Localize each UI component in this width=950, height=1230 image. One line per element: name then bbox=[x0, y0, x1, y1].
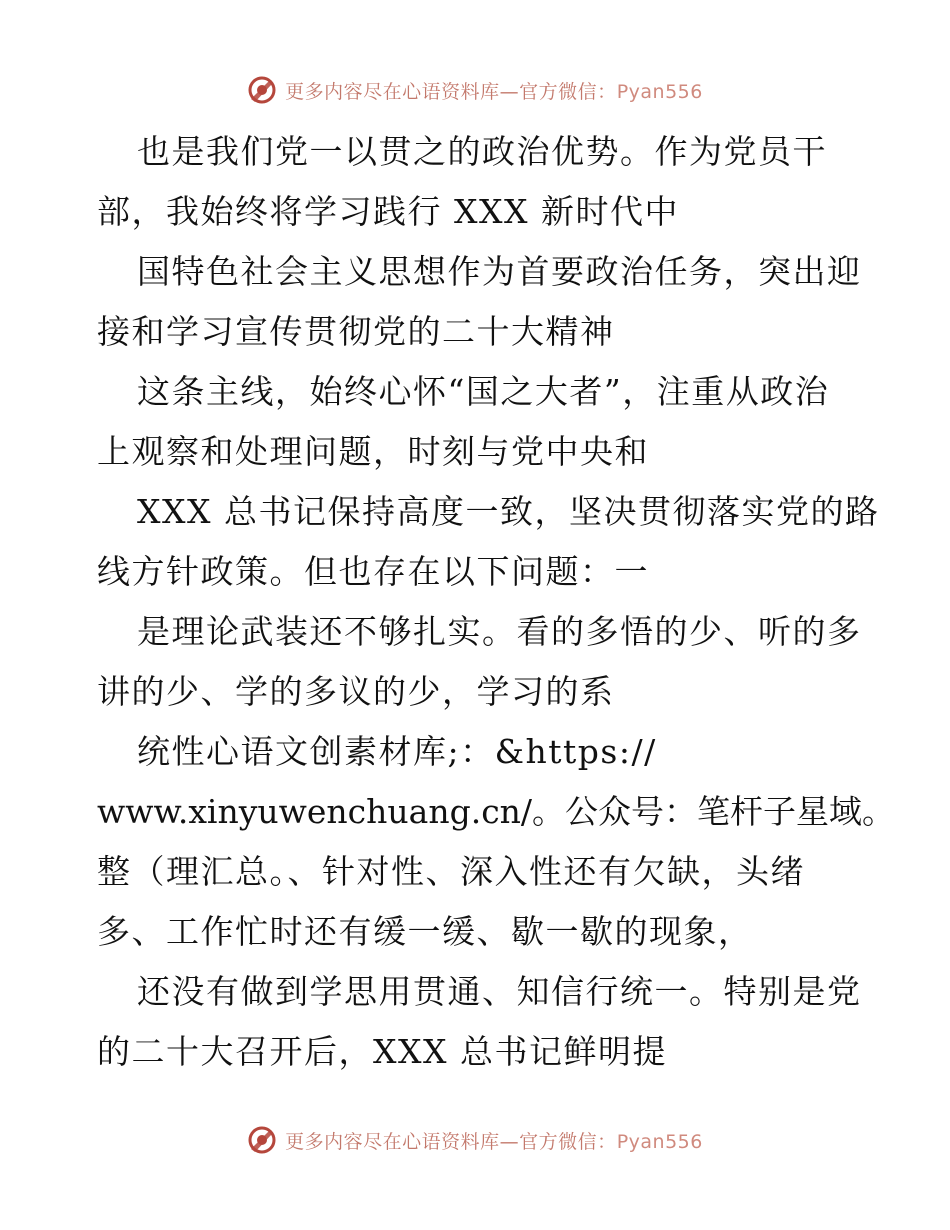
body-line: 接和学习宣传贯彻党的二十大精神 bbox=[97, 312, 615, 351]
body-line: 讲的少、学的多议的少，学习的系 bbox=[97, 672, 615, 711]
body-line: 国特色社会主义思想作为首要政治任务，突出迎 bbox=[137, 252, 862, 291]
body-line: 多、工作忙时还有缓一缓、歇一歇的现象， bbox=[97, 912, 753, 951]
footer-banner bbox=[0, 1120, 950, 1160]
header-banner-wechat-label: 官方微信： bbox=[519, 80, 617, 103]
header-banner-text bbox=[285, 77, 703, 104]
header-banner-lead: 更多内容尽在心语资料库 bbox=[285, 80, 500, 103]
body-line: 线方针政策。但也存在以下问题：一 bbox=[97, 552, 649, 591]
body-line: 上观察和处理问题，时刻与党中央和 bbox=[97, 432, 649, 471]
brand-logo-icon bbox=[247, 1125, 277, 1155]
brand-logo-icon bbox=[247, 75, 277, 105]
body-line: 的二十大召开后，XXX 总书记鲜明提 bbox=[97, 1032, 667, 1071]
body-line: www.xinyuwenchuang.cn/。公众号：笔杆子星域。 bbox=[97, 792, 896, 831]
body-line: 还没有做到学思用贯通、知信行统一。特别是党 bbox=[137, 972, 862, 1011]
footer-banner-account: Pyan556 bbox=[616, 1130, 703, 1153]
body-line: 也是我们党一以贯之的政治优势。作为党员干 bbox=[137, 132, 827, 171]
body-line: 这条主线，始终心怀“国之大者”，注重从政治 bbox=[137, 372, 830, 411]
footer-banner-lead: 更多内容尽在心语资料库 bbox=[285, 1130, 500, 1153]
body-line: 统性心语文创素材库;：&https:// bbox=[137, 732, 657, 771]
footer-banner-text bbox=[285, 1127, 703, 1154]
body-line: 部，我始终将学习践行 XXX 新时代中 bbox=[97, 192, 679, 231]
body-line: 整（理汇总。、针对性、深入性还有欠缺，头绪 bbox=[97, 852, 805, 891]
body-line: 是理论武装还不够扎实。看的多悟的少、听的多 bbox=[137, 612, 862, 651]
body-line: XXX 总书记保持高度一致，坚决贯彻落实党的路 bbox=[137, 492, 880, 531]
header-banner-separator: — bbox=[499, 80, 520, 103]
header-banner bbox=[0, 70, 950, 110]
header-banner-account: Pyan556 bbox=[616, 80, 703, 103]
footer-banner-wechat-label: 官方微信： bbox=[519, 1130, 617, 1153]
footer-banner-separator: — bbox=[499, 1130, 520, 1153]
